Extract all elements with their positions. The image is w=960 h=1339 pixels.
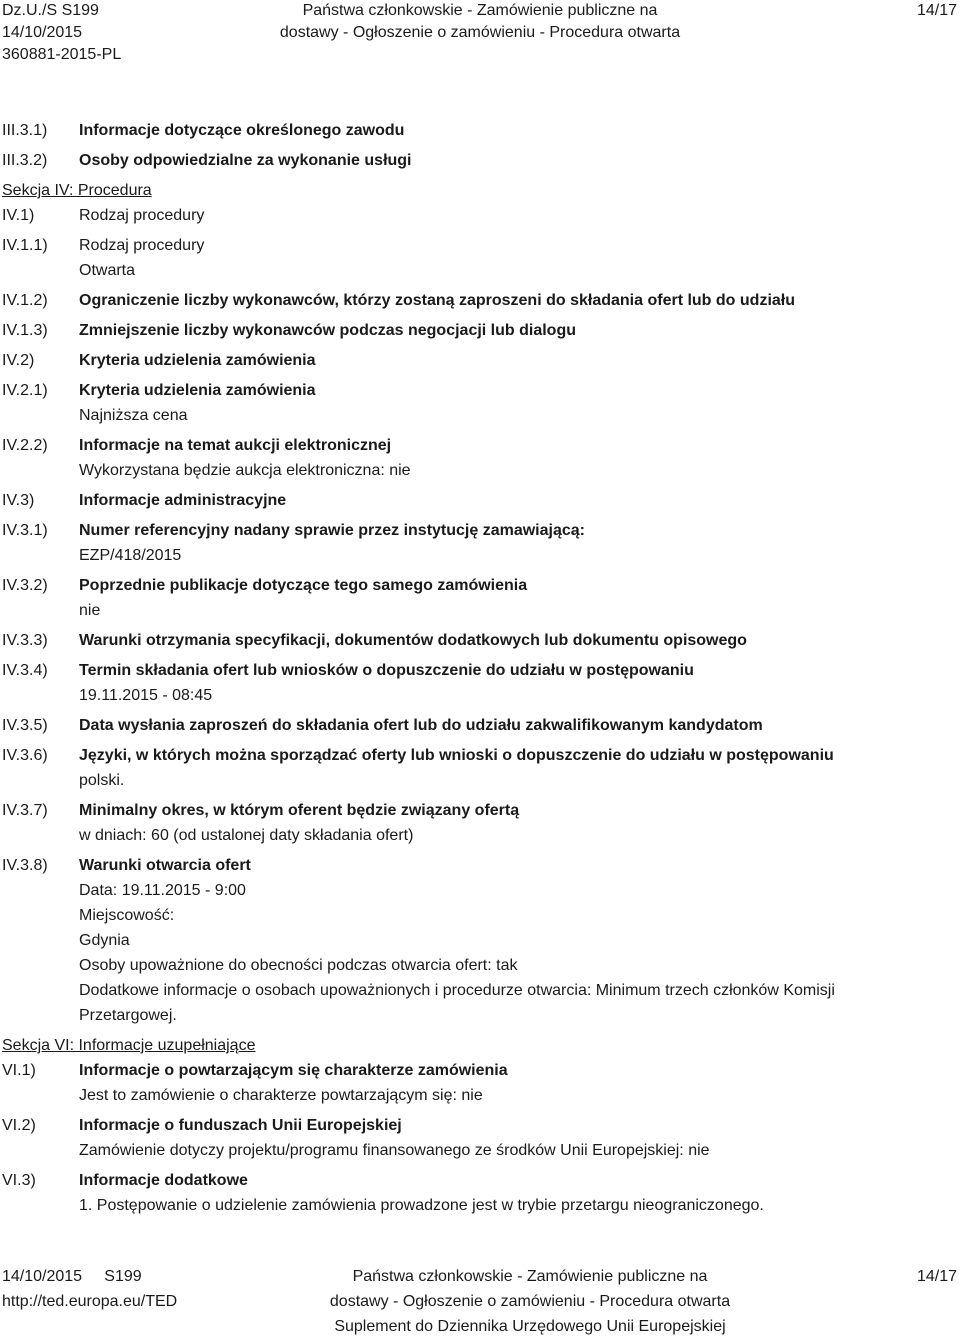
- clause-body: [79, 743, 949, 793]
- clause-value: Dodatkowe informacje o osobach upoważnionych i procedurze otwarcia: Minimum trzech członków Komisji: [79, 982, 835, 999]
- clause-row: [0, 318, 960, 343]
- clause-title: Informacje na temat aukcji elektronicznej: [79, 437, 392, 454]
- clause-value: 19.11.2015 - 08:45: [79, 687, 213, 704]
- clause-number: VI.2): [2, 1117, 36, 1134]
- clause-title: Numer referencyjny nadany sprawie przez instytucję zamawiającą:: [79, 522, 585, 539]
- clause-value: Jest to zamówienie o charakterze powtarzającym się: nie: [79, 1087, 483, 1104]
- footer-page-number: 14/17: [916, 1268, 957, 1285]
- clause-body: [79, 118, 949, 143]
- clause-number: VI.1): [2, 1062, 36, 1079]
- clause-number: III.3.1): [2, 122, 48, 139]
- clause-row: [0, 1168, 960, 1218]
- clause-row: [0, 488, 960, 513]
- clause-title: Ograniczenie liczby wykonawców, którzy zostaną zaproszeni do składania ofert lub do udziału: [79, 292, 795, 309]
- page-header: [0, 0, 960, 70]
- clause-value: Zamówienie dotyczy projektu/programu finansowanego ze środków Unii Europejskiej: nie: [79, 1142, 710, 1159]
- clause-row: [0, 518, 960, 568]
- clause-value: polski.: [79, 772, 125, 789]
- clause-value: Najniższa cena: [79, 407, 188, 424]
- footer-center-line-3: Suplement do Dziennika Urzędowego Unii Europejskiej: [334, 1318, 726, 1335]
- clause-title: Data wysłania zaproszeń do składania ofert lub do udziału zakwalifikowanym kandydatom: [79, 717, 763, 734]
- clause-body: [79, 853, 949, 1028]
- clause-value: Miejscowość:: [79, 907, 175, 924]
- clause-row: [0, 628, 960, 653]
- clause-number: IV.3.4): [2, 662, 48, 679]
- clause-title: Kryteria udzielenia zamówienia: [79, 352, 316, 369]
- clause-number: IV.3.8): [2, 857, 48, 874]
- clause-number: IV.3.5): [2, 717, 48, 734]
- clause-title: Poprzednie publikacje dotyczące tego samego zamówienia: [79, 577, 528, 594]
- clause-body: [79, 318, 949, 343]
- header-journal-ref: Dz.U./S S199: [2, 2, 99, 19]
- clause-body: [79, 288, 949, 313]
- clause-title: Informacje o powtarzającym się charakterze zamówienia: [79, 1062, 508, 1079]
- clause-number: IV.3.2): [2, 577, 48, 594]
- clause-number: IV.3.7): [2, 802, 48, 819]
- clause-body: [79, 628, 949, 653]
- clause-title: Minimalny okres, w którym oferent będzie związany ofertą: [79, 802, 520, 819]
- clause-title: Termin składania ofert lub wniosków o dopuszczenie do udziału w postępowaniu: [79, 662, 694, 679]
- clause-title: Rodzaj procedury: [79, 237, 205, 254]
- clause-row: [0, 1113, 960, 1163]
- clause-body: [79, 488, 949, 513]
- document-body: [0, 118, 960, 1223]
- clause-body: [79, 713, 949, 738]
- clause-number: IV.3.1): [2, 522, 48, 539]
- clause-number: IV.1): [2, 207, 35, 224]
- footer-date-series: 14/10/2015 S199: [2, 1268, 142, 1285]
- clause-body: [79, 1168, 949, 1218]
- clause-value: 1. Postępowanie o udzielenie zamówienia prowadzone jest w trybie przetargu nieograniczonego.: [79, 1197, 764, 1214]
- clause-row: [0, 378, 960, 428]
- clause-number: IV.2.2): [2, 437, 48, 454]
- clause-title: Rodzaj procedury: [79, 207, 205, 224]
- clause-row: [0, 743, 960, 793]
- clause-body: [79, 148, 949, 173]
- clause-value: nie: [79, 602, 101, 619]
- page-footer: [0, 1264, 960, 1334]
- clause-body: [79, 798, 949, 848]
- clause-row: [0, 433, 960, 483]
- clause-number: IV.3.3): [2, 632, 48, 649]
- clause-number: VI.3): [2, 1172, 36, 1189]
- section-vi-rows: [0, 1058, 960, 1223]
- clause-title: Informacje dodatkowe: [79, 1172, 248, 1189]
- section-iii-rows: [0, 118, 960, 178]
- clause-number: IV.3.6): [2, 747, 48, 764]
- clause-row: [0, 348, 960, 373]
- clause-title: Osoby odpowiedzialne za wykonanie usługi: [79, 152, 412, 169]
- clause-row: [0, 713, 960, 738]
- header-notice-id: 360881-2015-PL: [2, 46, 122, 63]
- clause-body: [79, 203, 949, 228]
- section-iv-rows: [0, 203, 960, 1033]
- clause-title: Informacje dotyczące określonego zawodu: [79, 122, 405, 139]
- clause-title: Informacje administracyjne: [79, 492, 287, 509]
- header-date: 14/10/2015: [2, 24, 83, 41]
- clause-row: [0, 658, 960, 708]
- clause-body: [79, 378, 949, 428]
- header-center-line-2: dostawy - Ogłoszenie o zamówieniu - Procedura otwarta: [279, 24, 681, 41]
- clause-body: [79, 348, 949, 373]
- clause-body: [79, 518, 949, 568]
- clause-title: Warunki otwarcia ofert: [79, 857, 251, 874]
- clause-row: [0, 148, 960, 173]
- footer-center-line-2: dostawy - Ogłoszenie o zamówieniu - Procedura otwarta: [329, 1293, 731, 1310]
- clause-number: III.3.2): [2, 152, 48, 169]
- clause-body: [79, 233, 949, 283]
- clause-row: [0, 573, 960, 623]
- clause-body: [79, 433, 949, 483]
- clause-value: w dniach: 60 (od ustalonej daty składania ofert): [79, 827, 414, 844]
- clause-row: [0, 233, 960, 283]
- clause-row: [0, 853, 960, 1028]
- clause-title: Zmniejszenie liczby wykonawców podczas negocjacji lub dialogu: [79, 322, 576, 339]
- clause-row: [0, 1058, 960, 1108]
- section-vi-heading: Sekcja VI: Informacje uzupełniające: [2, 1037, 256, 1054]
- clause-number: IV.2.1): [2, 382, 48, 399]
- clause-number: IV.1.1): [2, 237, 48, 254]
- clause-row: [0, 798, 960, 848]
- header-page-number: 14/17: [916, 2, 957, 19]
- clause-title: Kryteria udzielenia zamówienia: [79, 382, 316, 399]
- header-center-line-1: Państwa członkowskie - Zamówienie publiczne na: [302, 2, 658, 19]
- header-center: [0, 0, 960, 44]
- clause-row: [0, 203, 960, 228]
- clause-value: Otwarta: [79, 262, 136, 279]
- clause-title: Języki, w których można sporządzać oferty lub wnioski o dopuszczenie do udziału w postępowaniu: [79, 747, 834, 764]
- clause-number: IV.3): [2, 492, 35, 509]
- clause-body: [79, 1113, 949, 1163]
- footer-url: http://ted.europa.eu/TED: [2, 1293, 178, 1310]
- clause-number: IV.1.3): [2, 322, 48, 339]
- clause-number: IV.1.2): [2, 292, 48, 309]
- clause-value: EZP/418/2015: [79, 547, 182, 564]
- clause-body: [79, 1058, 949, 1108]
- clause-value: Gdynia: [79, 932, 130, 949]
- clause-value: Wykorzystana będzie aukcja elektroniczna: nie: [79, 462, 411, 479]
- footer-center-line-1: Państwa członkowskie - Zamówienie publiczne na: [352, 1268, 708, 1285]
- clause-row: [0, 288, 960, 313]
- clause-body: [79, 658, 949, 708]
- clause-value: Data: 19.11.2015 - 9:00: [79, 882, 246, 899]
- clause-body: [79, 573, 949, 623]
- clause-value: Przetargowej.: [79, 1007, 177, 1024]
- clause-value: Osoby upoważnione do obecności podczas otwarcia ofert: tak: [79, 957, 518, 974]
- clause-title: Informacje o funduszach Unii Europejskiej: [79, 1117, 402, 1134]
- clause-number: IV.2): [2, 352, 35, 369]
- footer-center: [0, 1264, 960, 1339]
- clause-title: Warunki otrzymania specyfikacji, dokumentów dodatkowych lub dokumentu opisowego: [79, 632, 747, 649]
- clause-row: [0, 118, 960, 143]
- section-iv-heading: Sekcja IV: Procedura: [2, 182, 152, 199]
